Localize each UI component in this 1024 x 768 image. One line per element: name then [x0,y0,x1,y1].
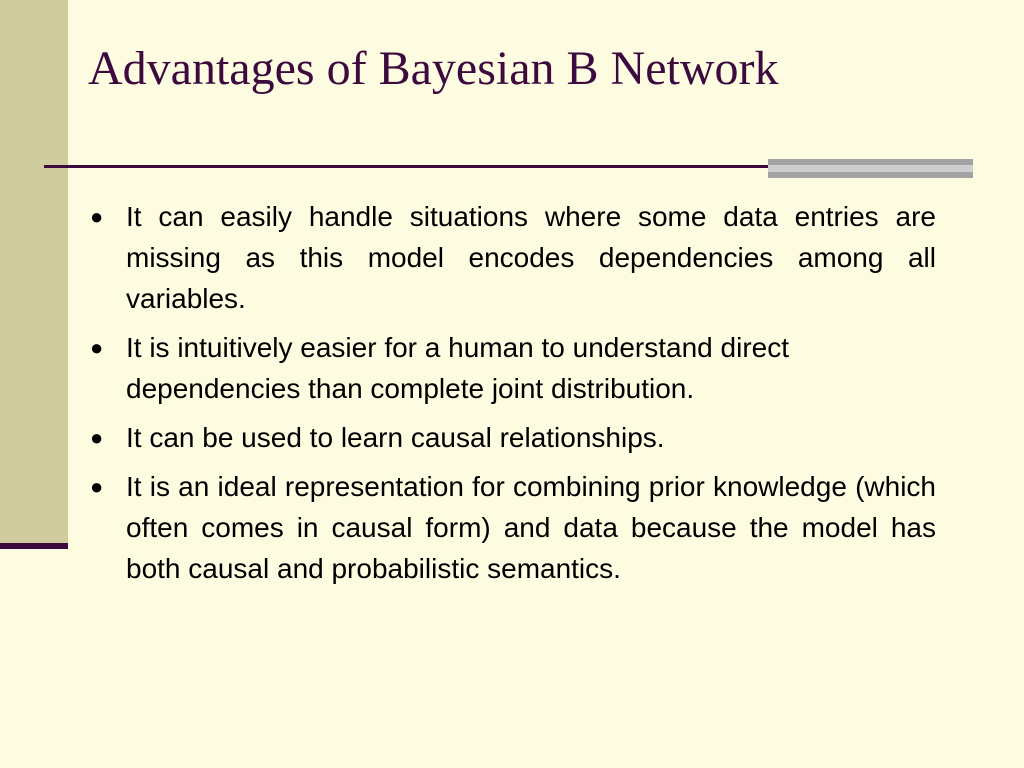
bullet-text: It is an ideal representation for combining prior knowledge (which often comes in causal form) and data because the model has both causal and probabilistic semantics. [126,471,936,584]
bullet-item [88,327,936,409]
bullet-dot-icon: ● [90,204,104,229]
bullet-dot-icon: ● [90,335,104,360]
slide-title: Advantages of Bayesian B Network [88,42,779,95]
side-accent-line [0,543,68,549]
bullet-dot-icon: ● [90,425,104,450]
bullet-item [88,466,936,589]
bullet-text: It is intuitively easier for a human to understand direct dependencies than complete joint distribution. [126,332,790,404]
bullet-dot-icon: ● [90,474,104,499]
bullet-list [88,196,936,597]
bullet-text: It can be used to learn causal relationships. [126,422,665,453]
title-rule-line [44,165,770,168]
bullet-item [88,196,936,319]
rule-bar-stripe-bottom [768,172,973,178]
rule-bar-gap [768,165,973,172]
side-band-decoration [0,0,68,545]
bullet-item [88,417,936,458]
title-rule-bar [768,159,973,178]
bullet-text: It can easily handle situations where some data entries are missing as this model encodes dependencies among all variables. [126,201,936,314]
